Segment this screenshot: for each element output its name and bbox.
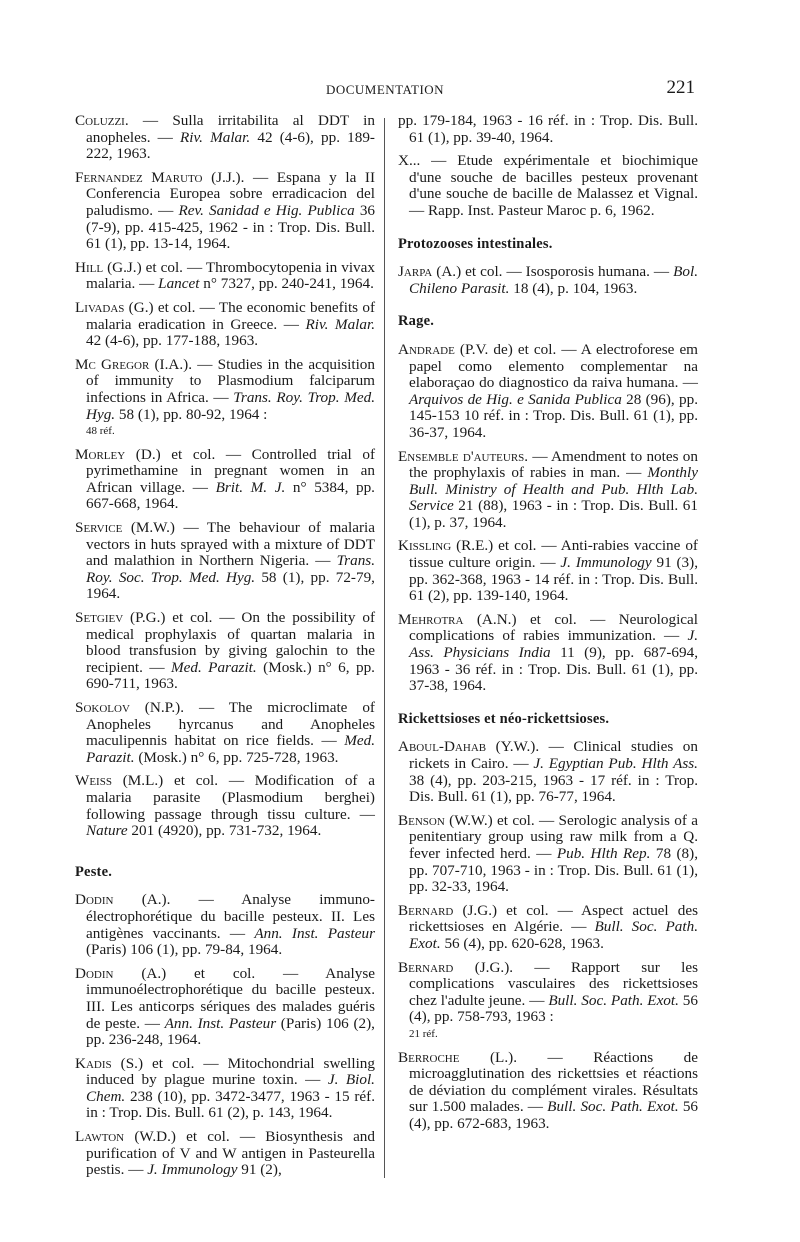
entry-journal: Pub. Hlth Rep.: [556, 844, 651, 862]
entry-text: (P.G.) et col. — On the possibility of medical prophylaxis of quartan malaria in blood transfusion by giving galochin to the recipient. —: [86, 609, 375, 676]
entry-journal: J. Ass. Physicians India: [409, 627, 698, 662]
entry-journal: Bull. Soc. Path. Exot.: [547, 1098, 679, 1116]
entry-journal: Trans. Roy. Trop. Med. Hyg.: [86, 388, 375, 423]
entry-journal: Trans. Roy. Soc. Trop. Med. Hyg.: [86, 552, 375, 586]
bibliography-entry: [75, 170, 375, 253]
entry-journal: Ann. Inst. Pasteur: [164, 1014, 277, 1032]
right-column: [398, 113, 698, 1139]
entry-text: (D.) et col. — Controlled trial of pyrimethamine in pregnant women in an African village. —: [86, 445, 375, 496]
section-title-rage: Rage.: [398, 313, 435, 330]
bibliography-entry: [75, 1056, 375, 1122]
section-title-peste: Peste.: [75, 863, 113, 880]
entry-text: (W.D.) et col. — Biosynthesis and purification of V and W antigen in Pasteurella pestis. —: [86, 1128, 375, 1179]
page-number: 221: [666, 77, 695, 98]
entry-author: Fernandez Maruto: [75, 168, 203, 186]
entry-text: (P.V. de) et col. — A electroforese em papel como elemento complementar na elaboraçao do diagnostico da raiva humana. —: [409, 340, 698, 392]
entry-text: (S.) et col. — Mitochondrial swelling induced by plague murine toxin. —: [86, 1054, 375, 1089]
entry-text: (Y.W.). — Clinical studies on rickets in Cairo. —: [409, 738, 698, 772]
entry-author: Bernard: [398, 958, 454, 976]
entry-author: Morley: [75, 445, 126, 463]
entry-text: (A.). — Analyse immuno-électrophorétique du bacille pesteux. II. Les antigènes vaccinants. —: [86, 891, 375, 942]
entry-journal: Ann. Inst. Pasteur: [254, 924, 376, 942]
entry-tail: 42 (4-6), pp. 189-222, 1963.: [86, 128, 375, 163]
entry-journal: J. Egyptian Pub. Hlth Ass.: [533, 755, 698, 772]
entry-tail: 11 (9), pp. 687-694, 1963 - 36 réf. in : Trop. Dis. Bull. 61 (1), pp. 37-38, 1964.: [409, 644, 698, 695]
bibliography-entry: [75, 1129, 375, 1179]
bibliography-entry: [75, 357, 375, 440]
entry-author: Hill: [75, 258, 104, 276]
entry-author: Coluzzi.: [75, 112, 129, 129]
bibliography-entry: [398, 903, 698, 953]
entry-journal: J. Immunology: [560, 554, 652, 572]
entry-text: (G.J.) et col. — Thrombocytopenia in vivax malaria. —: [86, 258, 375, 293]
bibliography-entry: [398, 1050, 698, 1133]
entry-author: Bernard: [398, 901, 454, 919]
entry-journal: Brit. M. J.: [215, 478, 286, 496]
entry-author: Dodin: [75, 891, 114, 909]
bibliography-entry: [75, 260, 375, 293]
entry-tail: 58 (1), pp. 72-79, 1964.: [86, 568, 375, 603]
handwritten-annotation: 21 réf.: [409, 1027, 438, 1040]
entry-author: Mehrotra: [398, 610, 464, 628]
left-column: [75, 113, 375, 1186]
entry-journal: Bol. Chileno Parasit.: [409, 263, 698, 297]
entry-text: (L.). — Réactions de microagglutination des rickettsies et réactions de déviation du complément virales. Résultats sur 1.500 malades. —: [409, 1048, 698, 1116]
entry-tail: (Paris) 106 (1), pp. 79-84, 1964.: [86, 941, 283, 959]
entry-tail: 201 (4920), pp. 731-732, 1964.: [127, 822, 322, 840]
entry-text: (R.E.) et col. — Anti-rabies vaccine of tissue culture origin. —: [409, 537, 698, 572]
entry-tail: 78 (8), pp. 707-710, 1963 - in : Trop. Dis. Bull. 61 (1), pp. 32-33, 1964.: [409, 844, 698, 896]
entry-journal: Riv. Malar.: [180, 128, 251, 146]
entry-journal: Med. Parazit.: [170, 658, 257, 676]
entry-tail: 28 (96), pp. 145-153 10 réf. in : Trop. Dis. Bull. 61 (1), pp. 36-37, 1964.: [409, 390, 698, 441]
entry-tail: 21 (88), 1963 - in : Trop. Dis. Bull. 61 (1), p. 37, 1964.: [409, 497, 698, 531]
entry-author: Kadis: [75, 1054, 112, 1072]
entry-text: (N.P.). — The microclimate of Anopheles hyrcanus and Anopheles maculipennis habitat on rice fields. —: [86, 699, 375, 750]
bibliography-entry: [75, 447, 375, 513]
bibliography-entry: [75, 610, 375, 693]
entry-author: Lawton: [75, 1128, 125, 1146]
entry-journal: Med. Parazit.: [86, 732, 375, 766]
section-title-protozooses: Protozooses intestinales.: [398, 235, 553, 252]
entry-author: Berroche: [398, 1048, 460, 1066]
entry-tail: 18 (4), p. 104, 1963.: [509, 279, 638, 297]
page-header: [75, 77, 695, 104]
entry-tail: (Mosk.) n° 6, pp. 690-711, 1963.: [86, 658, 375, 693]
rage-entries-list: [398, 342, 698, 695]
entry-text: (I.A.). — Studies in the acquisition of immunity to Plasmodium falciparum infections in Africa. —: [86, 355, 375, 406]
entry-author: Aboul-Dahab: [398, 738, 487, 756]
bibliography-entry: [398, 449, 698, 532]
entry-author: Service: [75, 519, 123, 537]
entry-text: (M.L.) et col. — Modification of a malaria parasite (Plasmodium berghei) following passage through tissu culture. —: [86, 772, 375, 823]
bibliography-entry: [75, 520, 375, 603]
entry-tail: 42 (4-6), pp. 177-188, 1963.: [86, 332, 259, 350]
bibliography-entry: [75, 700, 375, 766]
entry-tail: 91 (3), pp. 362-368, 1963 - 14 réf. in : Trop. Dis. Bull. 61 (2), pp. 139-140, 1964.: [409, 554, 698, 605]
entry-journal: Monthly Bull. Ministry of Health and Pub. Hlth Lab. Service: [409, 464, 698, 515]
entry-text: (J.G.). — Rapport sur les complications vasculaires des rickettsioses chez l'adulte jeune. —: [409, 958, 698, 1009]
entry-text: — Amendment to notes on the prophylaxis of rabies in man. —: [409, 447, 698, 482]
section-title-rickettsioses: Rickettsioses et néo-rickettsioses.: [398, 710, 610, 727]
bibliography-entry: [398, 264, 698, 297]
entry-author: Benson: [398, 811, 445, 829]
bibliography-entry: [398, 960, 698, 1043]
entry-tail: n° 5384, pp. 667-668, 1964.: [86, 478, 375, 513]
entry-tail: 56 (4), pp. 672-683, 1963.: [409, 1098, 698, 1132]
entry-text: (G.) et col. — The economic benefits of malaria eradication in Greece. —: [86, 298, 375, 333]
entry-author: Mc Gregor: [75, 355, 150, 373]
entry-text: (A.) et col. — Isosporosis humana. —: [432, 263, 674, 281]
bibliography-entry: [398, 538, 698, 604]
entry-journal: Bull. Soc. Path. Exot.: [548, 991, 679, 1009]
bibliography-entry: [398, 813, 698, 896]
bibliography-entry: [75, 966, 375, 1049]
entry-tail: 56 (4), pp. 620-628, 1963.: [440, 934, 604, 952]
entry-author: Sokolov: [75, 699, 130, 716]
bibliography-entry: [398, 342, 698, 442]
entry-journal: Bull. Soc. Path. Exot.: [409, 918, 698, 952]
peste-entries-list: [75, 892, 375, 1179]
entry-author: Kissling: [398, 537, 452, 555]
entry-author: Livadas: [75, 298, 125, 316]
entry-journal: Rev. Sanidad e Hig. Publica: [178, 201, 355, 219]
entry-journal: Riv. Malar.: [305, 315, 375, 333]
entry-tail: 36 (7-9), pp. 415-425, 1962 - in : Trop. Dis. Bull. 61 (1), pp. 13-14, 1964.: [86, 201, 375, 253]
bibliography-entry: [75, 892, 375, 958]
entry-text: (J.G.) et col. — Aspect actuel des rickettsioses en Algérie. —: [409, 901, 698, 936]
entry-tail: 56 (4), pp. 758-793, 1963 :: [409, 991, 698, 1026]
entry-text: (M.W.) — The behaviour of malaria vectors in huts sprayed with a mixture of DDT and malathion in Northern Nigeria. —: [86, 519, 375, 570]
bibliography-entry: [398, 739, 698, 805]
entry-journal: Nature: [86, 822, 128, 840]
entry-tail: 38 (4), pp. 203-215, 1963 - 17 réf. in : Trop. Dis. Bull. 61 (1), pp. 76-77, 1964.: [409, 771, 698, 806]
entry-tail: (Paris) 106 (2), pp. 236-248, 1964.: [86, 1014, 375, 1049]
bibliography-entry: X... — Etude expérimentale et biochimique d'une souche de bacilles pesteux provenant d'une souche de bacille de Malassez et Vignal. — Rapp. Inst. Pasteur Maroc p. 6, 1962.: [398, 152, 698, 219]
bibliography-entry: [75, 300, 375, 350]
entry-text: (A.N.) et col. — Neurological complications of rabies immunization. —: [409, 610, 698, 645]
entry-tail: 91 (2),: [237, 1161, 282, 1179]
entry-journal: Arquivos de Hig. e Sanida Publica: [409, 390, 622, 408]
entry-author: Ensemble d'auteurs.: [398, 447, 529, 465]
continuation-entry: pp. 179-184, 1963 - 16 réf. in : Trop. Dis. Bull. 61 (1), pp. 39-40, 1964.: [398, 112, 698, 146]
running-head: DOCUMENTATION: [325, 82, 445, 97]
bibliography-entry: [75, 773, 375, 839]
entry-journal: J. Biol. Chem.: [86, 1071, 375, 1105]
entry-author: Jarpa: [398, 263, 433, 281]
handwritten-annotation: 48 réf.: [86, 425, 115, 438]
entry-tail: 58 (1), pp. 80-92, 1964 :: [115, 405, 268, 423]
entry-journal: J. Immunology: [147, 1161, 238, 1179]
protozooses-entries-list: [398, 264, 698, 297]
bibliography-entry: [398, 612, 698, 695]
entry-author: Weiss: [75, 772, 112, 790]
entry-author: Andrade: [398, 340, 455, 358]
entry-text: — Sulla irritabilita al DDT in anopheles. —: [86, 112, 375, 146]
entry-journal: Lancet: [158, 275, 200, 293]
entry-text: (A.) et col. — Analyse immunoélectrophorétique du bacille pesteux. III. Les anticorps sériques des malades guéris de peste. —: [86, 964, 375, 1032]
entry-tail: 238 (10), pp. 3472-3477, 1963 - 15 réf. in : Trop. Dis. Bull. 61 (2), p. 143, 1964.: [86, 1087, 375, 1122]
entry-tail: n° 7327, pp. 240-241, 1964.: [199, 275, 374, 293]
rickettsioses-entries-list: [398, 739, 698, 1132]
bibliography-entry: [75, 113, 375, 163]
entry-text: (J.J.). — Espana y la II Conferencia Europea sobre erradicacion del paludismo. —: [86, 168, 375, 219]
left-entries-list: [75, 113, 375, 840]
entry-tail: (Mosk.) n° 6, pp. 725-728, 1963.: [134, 748, 339, 766]
entry-author: Dodin: [75, 964, 114, 982]
entry-author: Setgiev: [75, 609, 124, 627]
entry-text: (W.W.) et col. — Serologic analysis of a penitentiary group using raw milk from a Q. fever infected herd. —: [409, 811, 698, 862]
column-divider: [384, 118, 385, 1178]
